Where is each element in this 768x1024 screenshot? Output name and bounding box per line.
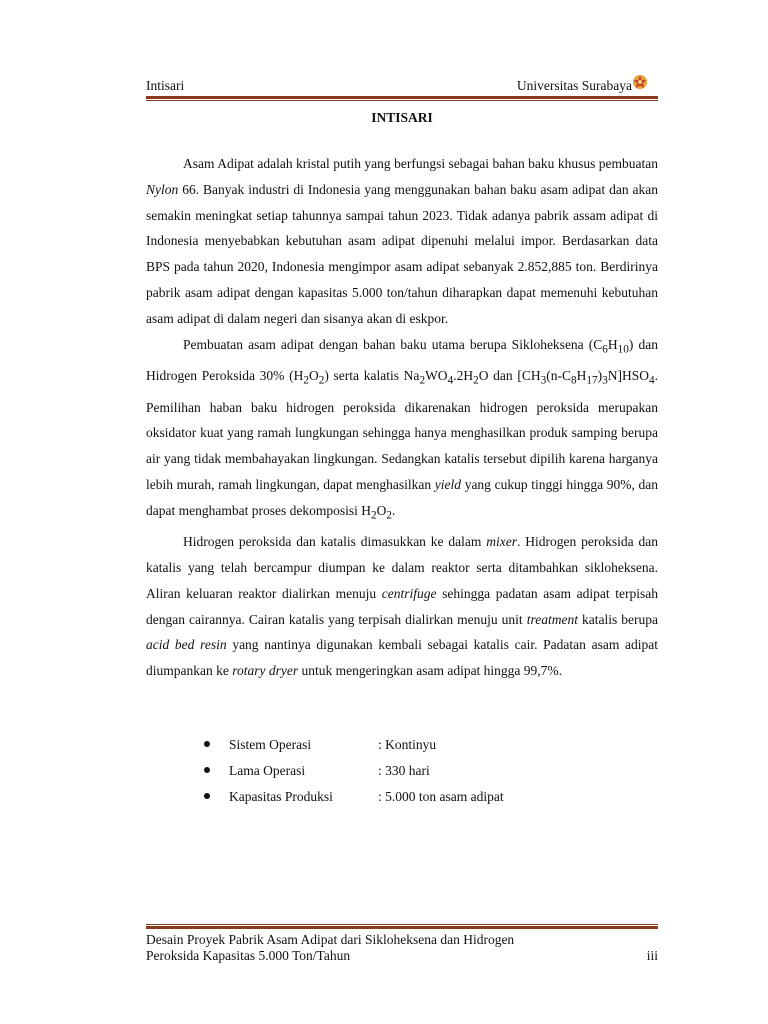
spec-label: Lama Operasi	[229, 763, 306, 778]
header-university-name: Universitas Surabaya	[516, 78, 632, 93]
paragraph-3: Hidrogen peroksida dan katalis dimasukkan ke dalam mixer. Hidrogen peroksida dan katalis yang telah bercampur diumpan ke dalam reaktor serta ditambahkan sikloheksena. Aliran keluaran reaktor dialirkan menuju centrifuge sehingga padatan asam adipat terpisah dengan cairannya. Cairan katalis yang terpisah dialirkan menuju unit treatment katalis berupa acid bed resin yang nantinya digunakan kembali sebagai katalis cair. Padatan asam adipat diumpankan ke rotary dryer untuk mengeringkan asam adipat hingga 99,7%.	[146, 534, 659, 679]
paragraph-2: Pembuatan asam adipat dengan bahan baku utama berupa Sikloheksena $(C_6H_{10})$ dan Hidrogen Peroksida 30% $(H_2O_2)$ serta kalatis $Na_2WO_4.2H_2O$ dan $[CH_3(n-C_8H_{17})_3N]HSO_4$. Pemilihan haban baku hidrogen peroksida dikarenakan hidrogen peroksida merupakan oksidator kuat yang ramah lungkungan sehingga hanya menghasilkan produk samping berupa air yang tidak membahayakan lingkungan. Sedangkan katalis tersebut dipilih karena harganya lebih murah, ramah lingkungan, dapat menghasilkan yield yang cukup tinggi hingga 90%, dan dapat menghambat proses dekomposisi $H_2O_2$.	[146, 336, 659, 522]
list-item	[204, 763, 624, 789]
spec-value: : Kontinyu	[378, 737, 437, 752]
page-footer	[146, 932, 658, 964]
spec-value: : 330 hari	[378, 763, 430, 778]
footer-title-line-2: Peroksida Kapasitas 5.000 Ton/Tahun	[146, 948, 351, 963]
bullet-icon	[204, 741, 210, 747]
page-number: iii	[646, 948, 658, 963]
spec-value: : 5.000 ton asam adipat	[378, 789, 504, 804]
spec-label: Sistem Operasi	[229, 737, 312, 752]
paragraph-1: Asam Adipat adalah kristal putih yang berfungsi sebagai bahan baku khusus pembuatan Nylon 66. Banyak industri di Indonesia yang menggunakan bahan baku asam adipat dan akan semakin meningkat setiap tahunnya sampai tahun 2023. Tidak adanya pabrik assam adipat di Indonesia menyebabkan kebutuhan asam adipat dipenuhi melalui impor. Berdasarkan data BPS pada tahun 2020, Indonesia mengimpor asam adipat sebanyak 2.852,885 ton. Berdirinya pabrik asam adipat dengan kapasitas 5.000 ton/tahun diharapkan dapat memenuhi kebutuhan asam adipat di dalam negeri dan sisanya akan di eskpor.	[146, 156, 658, 326]
process-specs-list	[204, 737, 624, 815]
spec-label: Kapasitas Produksi	[229, 789, 333, 804]
bullet-icon	[204, 793, 210, 799]
footer-title-line-1: Desain Proyek Pabrik Asam Adipat dari Sikloheksena dan Hidrogen	[146, 932, 515, 947]
footer-rule-thick	[146, 926, 658, 929]
list-item	[204, 737, 624, 763]
abstract-body	[146, 151, 658, 684]
university-emblem-icon	[632, 74, 648, 90]
page-title: INTISARI	[371, 110, 433, 125]
list-item	[204, 789, 624, 815]
footer-rule-thin	[146, 924, 658, 925]
bullet-icon	[204, 767, 210, 773]
header-rule-thin	[146, 100, 658, 101]
header-rule-thick	[146, 96, 658, 99]
header-section-title: Intisari	[146, 78, 185, 93]
page-header	[146, 76, 658, 96]
